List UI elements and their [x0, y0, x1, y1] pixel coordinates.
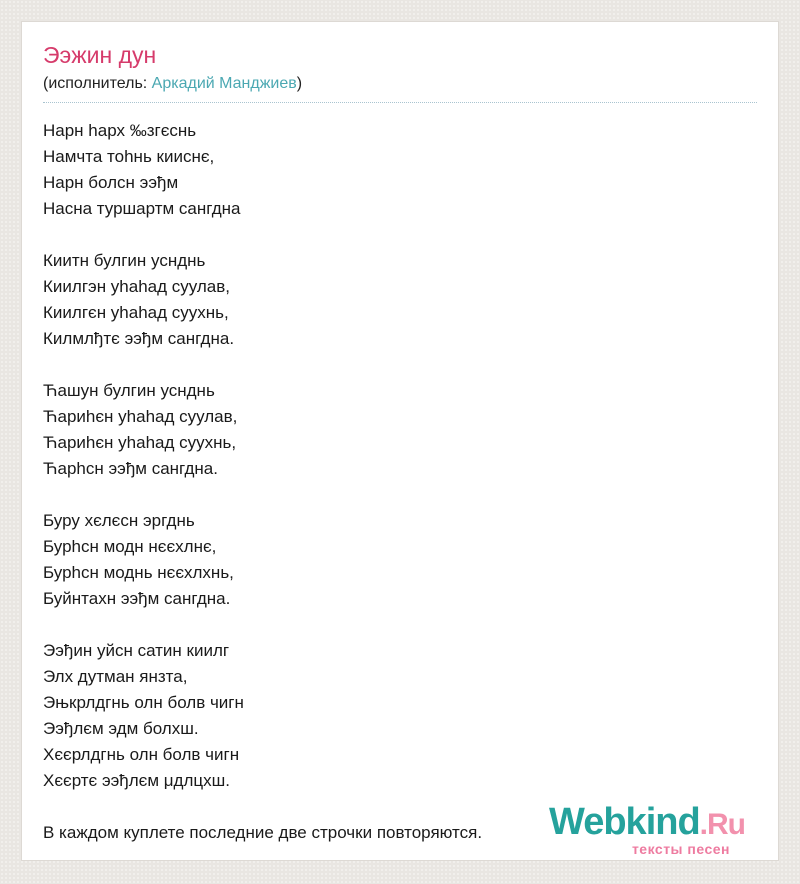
logo-brand-text: Webkind	[549, 801, 700, 843]
artist-line	[43, 75, 757, 103]
lyric-line: Бурhсн модн нєєхлнє,	[43, 537, 217, 557]
lyric-line: Эњкрлдгнь олн болв чигн	[43, 693, 244, 713]
lyrics	[43, 118, 757, 794]
logo-tagline: тексты песен	[631, 841, 730, 857]
logo-tld-text: .Ru	[699, 808, 745, 841]
lyric-line: Килмлђтє ээђм сангдна.	[43, 329, 235, 349]
logo-wordmark	[549, 803, 745, 841]
lyric-line: Намчта тоhнь кииснє,	[43, 147, 215, 167]
stanza	[43, 638, 757, 794]
lyric-line: Бурhсн моднь нєєхлхнь,	[43, 563, 234, 583]
artist-suffix-label: )	[296, 75, 303, 93]
lyric-line: Ћариhєн уhаhад суулав,	[43, 407, 238, 427]
lyric-line: Элх дутман янзта,	[43, 667, 188, 687]
lyric-line: Ээђин уйсн сатин киилг	[43, 641, 230, 661]
content-card	[21, 21, 779, 861]
artist-prefix-label: (исполнитель:	[43, 75, 152, 93]
lyric-line: Буру хєлєсн эргднь	[43, 511, 195, 531]
stanza	[43, 508, 757, 612]
lyric-line: Киилгєн уhаhад суухнь,	[43, 303, 229, 323]
lyric-line: Ћарhсн ээђм сангдна.	[43, 459, 218, 479]
lyric-line: Буйнтахн ээђм сангдна.	[43, 589, 231, 609]
lyric-line: Ээђлєм эдм болхш.	[43, 719, 199, 739]
stanza	[43, 378, 757, 482]
lyrics-note: В каждом куплете последние две строчки повторяются.	[43, 823, 483, 843]
lyric-line: Хєєртє ээђлєм μдлцхш.	[43, 771, 230, 791]
lyric-line: Киитн булгин уснднь	[43, 251, 206, 271]
page-title: Ээжин дун	[43, 42, 157, 68]
lyric-line: Нарн болсн ээђм	[43, 173, 179, 193]
lyric-line: Насна туршартм сангдна	[43, 199, 241, 219]
site-logo[interactable]	[549, 803, 745, 856]
artist-link[interactable]: Аркадий Манджиев	[151, 75, 297, 93]
lyric-line: Ћашун булгин уснднь	[43, 381, 215, 401]
lyric-line: Киилгэн уhаhад суулав,	[43, 277, 231, 297]
lyric-line: Нарн hарх ‰згєснь	[43, 121, 197, 141]
lyric-line: Хєєрлдгнь олн болв чигн	[43, 745, 240, 765]
stanza	[43, 248, 757, 352]
lyric-line: Ћариhєн уhаhад суухнь,	[43, 433, 237, 453]
stanza	[43, 118, 757, 222]
